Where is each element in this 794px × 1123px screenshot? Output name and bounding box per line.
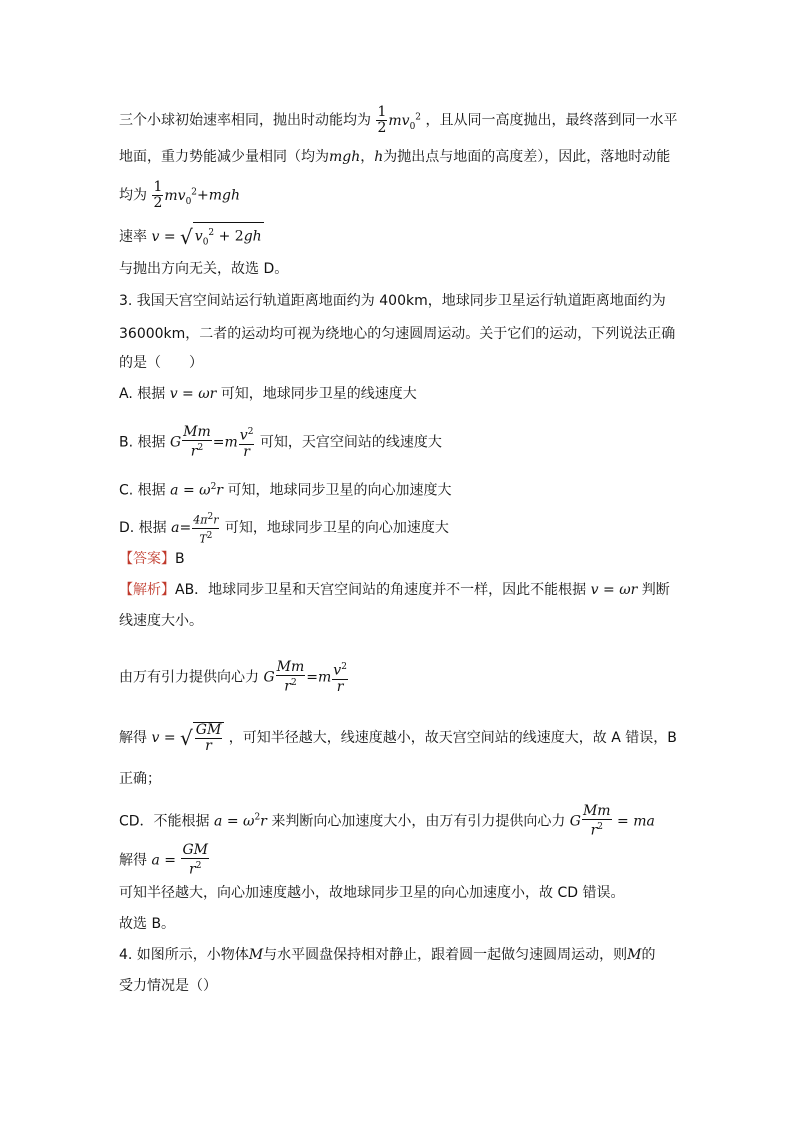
answer-line — [119, 549, 185, 569]
option-d: D. 根据 a= $\frac{4\pi^2r}{T^2}$ 可知，地球同步卫星的向心加速度大 — [119, 512, 449, 546]
analysis-line: 线速度大小。 — [119, 613, 203, 629]
answer-value: B — [175, 551, 185, 567]
formula-frac-half: $\frac{1}{2}$ — [377, 104, 387, 136]
analysis-line: 解得 a = $\frac{GM}{r^2}$ — [119, 842, 208, 878]
text-line: 与抛出方向无关，故选 D。 — [119, 261, 289, 277]
option-b: B. 根据 G $\frac{Mm}{r^2}$ =m $\frac{v^2}{r}$ 可知，天宫空间站的线速度大 — [119, 424, 442, 460]
analysis-line: 解得 v = √ $\frac{GM}{r}$ ，可知半径越大，线速度越小，故天宫空间站的线速度大，故 A 错误，B — [119, 722, 677, 754]
analysis-line: 由万有引力提供向心力 G $\frac{Mm}{r^2}$ =m $\frac{v^2}{r}$ — [119, 659, 347, 695]
sqrt-formula: √ $v_0^2 + 2gh$ — [180, 222, 264, 252]
text-line: 速率 v = √ $v_0^2 + 2gh$ — [119, 222, 264, 252]
sqrt-formula: √ $\frac{GM}{r}$ — [180, 722, 224, 754]
text-line: 地面，重力势能减少量相同（均为mgh，h为抛出点与地面的高度差），因此，落地时动能 — [119, 149, 671, 165]
analysis-line: 可知半径越大，向心加速度越小，故地球同步卫星的向心加速度小，故 CD 错误。 — [119, 885, 625, 901]
option-a: A. 根据 v = ωr 可知，地球同步卫星的线速度大 — [119, 386, 417, 402]
answer-label: 【答案】 — [119, 551, 175, 567]
text-line: 均为 $\frac{1}{2}$ $mv_0^2+mgh$ — [119, 179, 241, 211]
question-stem: 3. 我国天宫空间站运行轨道距离地面约为 400km，地球同步卫星运行轨道距离地面约为 — [119, 293, 666, 309]
analysis-line: CD．不能根据 $a = \omega^2r$ 来判断向心加速度大小，由万有引力提供向心力 G $\frac{Mm}{r^2}$ = ma — [119, 803, 655, 839]
option-c: C. 根据 $a = \omega^2r$ 可知，地球同步卫星的向心加速度大 — [119, 482, 452, 499]
question-stem: 受力情况是（） — [119, 978, 217, 994]
analysis-line: 正确； — [119, 771, 161, 787]
analysis-label: 【解析】 — [119, 582, 175, 598]
question-stem: 36000km，二者的运动均可视为绕地心的匀速圆周运动。关于它们的运动，下列说法正确 — [119, 326, 676, 342]
formula-frac-half: $\frac{1}{2}$ — [153, 179, 163, 211]
analysis-line: 故选 B。 — [119, 916, 176, 932]
question-stem: 4. 如图所示，小物体M与水平圆盘保持相对静止，跟着圆一起做匀速圆周运动，则M的 — [119, 947, 656, 963]
analysis-line: 【解析】AB．地球同步卫星和天宫空间站的角速度并不一样，因此不能根据 v = ωr 判断 — [119, 582, 670, 598]
question-stem: 的是（ ） — [119, 355, 203, 371]
text-line: 三个小球初始速率相同，抛出时动能均为 $\frac{1}{2}$ $mv_0^2$ ，且从同一高度抛出，最终落到同一水平 — [119, 104, 678, 136]
